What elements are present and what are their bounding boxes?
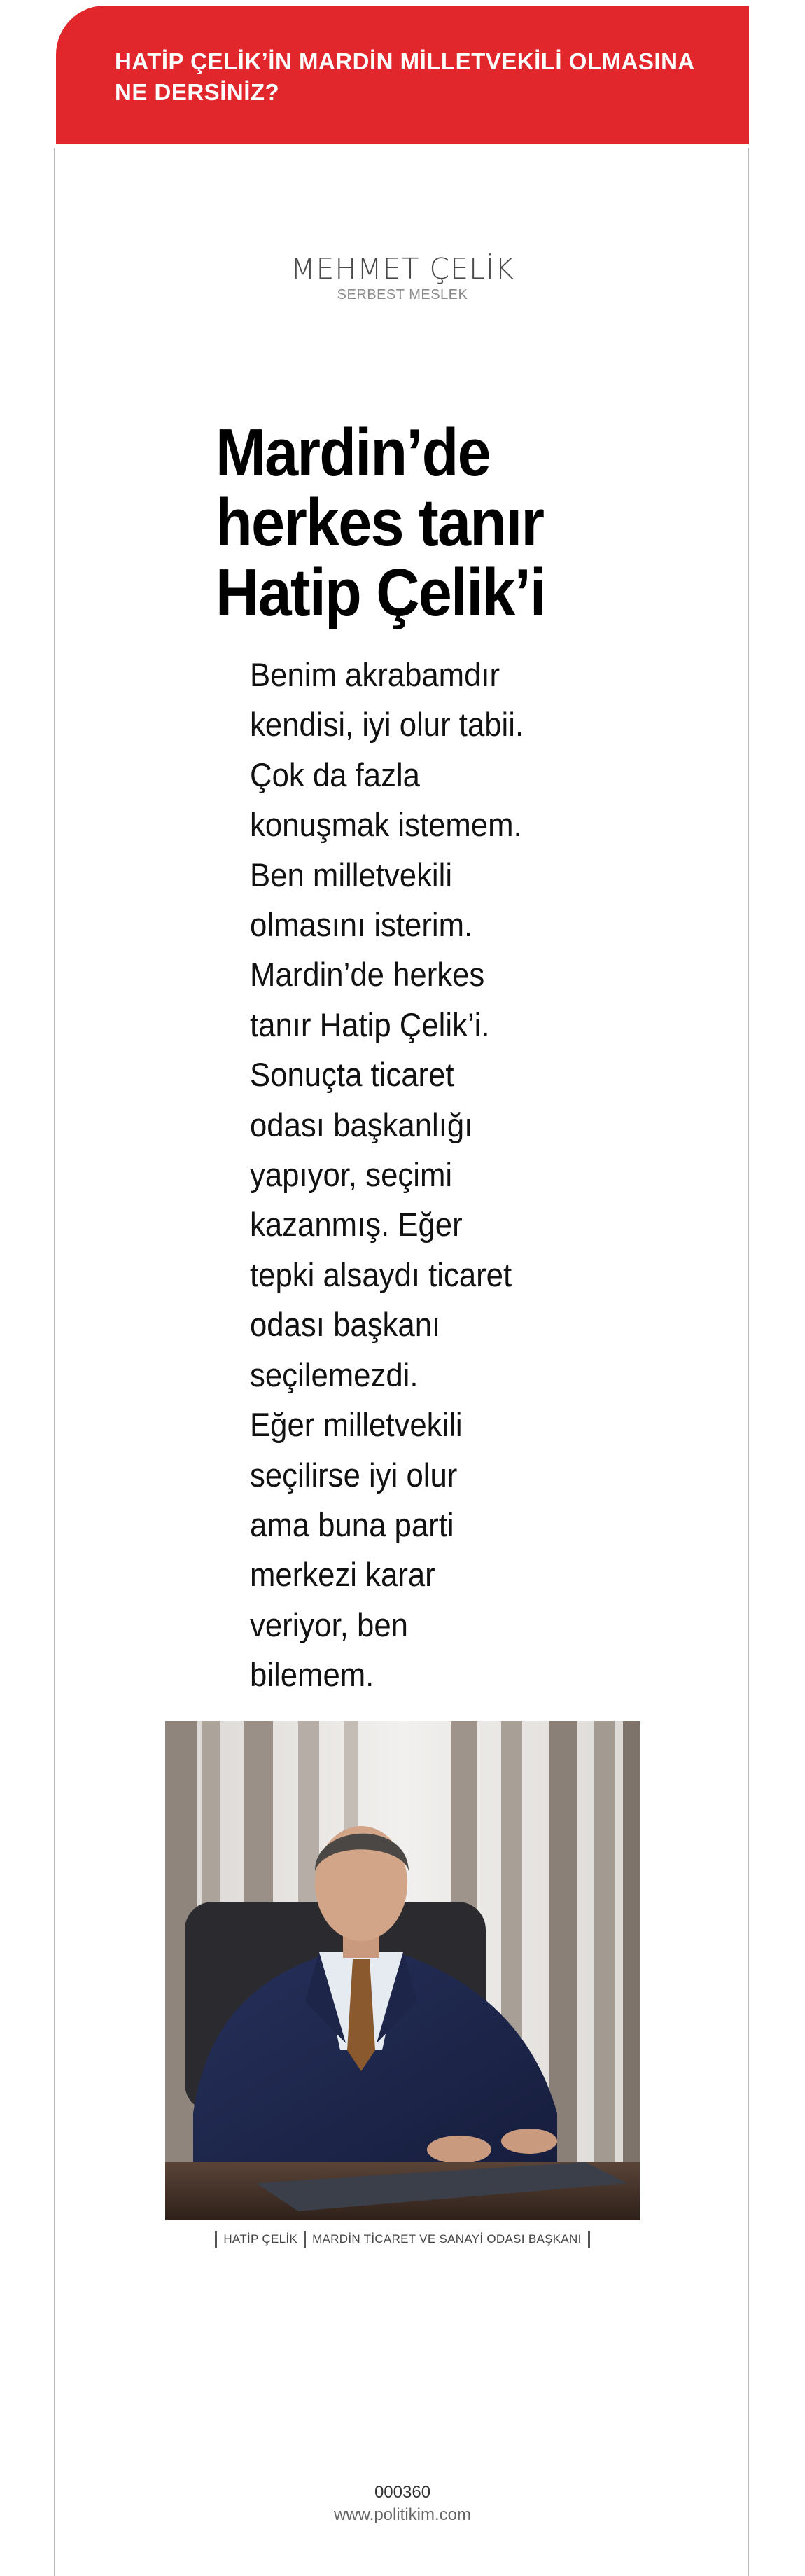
quote-line: Ben milletvekili: [250, 856, 453, 893]
quote-line: Benim akrabamdır: [250, 656, 500, 693]
quote-line: veriyor, ben: [250, 1606, 408, 1643]
page-code: 000360: [374, 2483, 431, 2502]
quote-line: Sonuçta ticaret: [250, 1056, 454, 1094]
author-name: MEHMET ÇELİK: [290, 252, 514, 286]
quote-line: tanır Hatip Çelik’i.: [250, 1005, 490, 1043]
quote-line: seçilirse iyi olur: [250, 1456, 458, 1494]
caption-separator: [304, 2231, 306, 2248]
photo-caption: [0, 2231, 805, 2248]
quote-line: merkezi karar: [250, 1556, 435, 1594]
page-footer: [0, 2481, 805, 2526]
portrait-photo: [165, 1721, 640, 2220]
quote-line: olmasını isterim.: [250, 906, 473, 944]
quote-line: Çok da fazla: [250, 756, 420, 793]
quote-line: seçilemezdi.: [250, 1356, 419, 1393]
quote-line: konuşmak istemem.: [250, 806, 522, 844]
quote-line: kazanmış. Eğer: [250, 1206, 463, 1244]
caption-separator: [215, 2231, 217, 2248]
quote-line: odası başkanlığı: [250, 1106, 473, 1143]
header-banner: [56, 6, 749, 144]
headline: [216, 415, 606, 630]
author-role: SERBEST MESLEK: [337, 287, 468, 302]
headline-line-3: Hatip Çelik’i: [216, 555, 546, 630]
author-block: [0, 252, 805, 303]
quote-line: Mardin’de herkes: [250, 956, 485, 994]
caption-name: HATİP ÇELİK: [223, 2232, 298, 2246]
headline-line-2: herkes tanır: [216, 485, 544, 560]
headline-line-1: Mardin’de: [216, 415, 490, 490]
header-title: [115, 46, 721, 108]
website-link[interactable]: www.politikim.com: [333, 2505, 472, 2524]
quote-line: yapıyor, seçimi: [250, 1156, 453, 1194]
quote-line: Eğer milletvekili: [250, 1406, 463, 1444]
quote-line: ama buna parti: [250, 1505, 454, 1543]
quote-body: [250, 650, 536, 1700]
quote-line: odası başkanı: [250, 1306, 441, 1344]
portrait-photo-illustration: [165, 1721, 640, 2220]
caption-separator: [588, 2231, 590, 2248]
header-title-line-2: NE DERSİNİZ?: [115, 79, 280, 105]
quote-line: tepki alsaydı ticaret: [250, 1255, 512, 1293]
header-title-line-1: HATİP ÇELİK’İN MARDİN MİLLETVEKİLİ OLMASINA: [115, 48, 695, 74]
quote-line: kendisi, iyi olur tabii.: [250, 706, 524, 744]
caption-title: MARDİN TİCARET VE SANAYİ ODASI BAŞKANI: [312, 2232, 582, 2246]
quote-line: bilemem.: [250, 1656, 374, 1694]
